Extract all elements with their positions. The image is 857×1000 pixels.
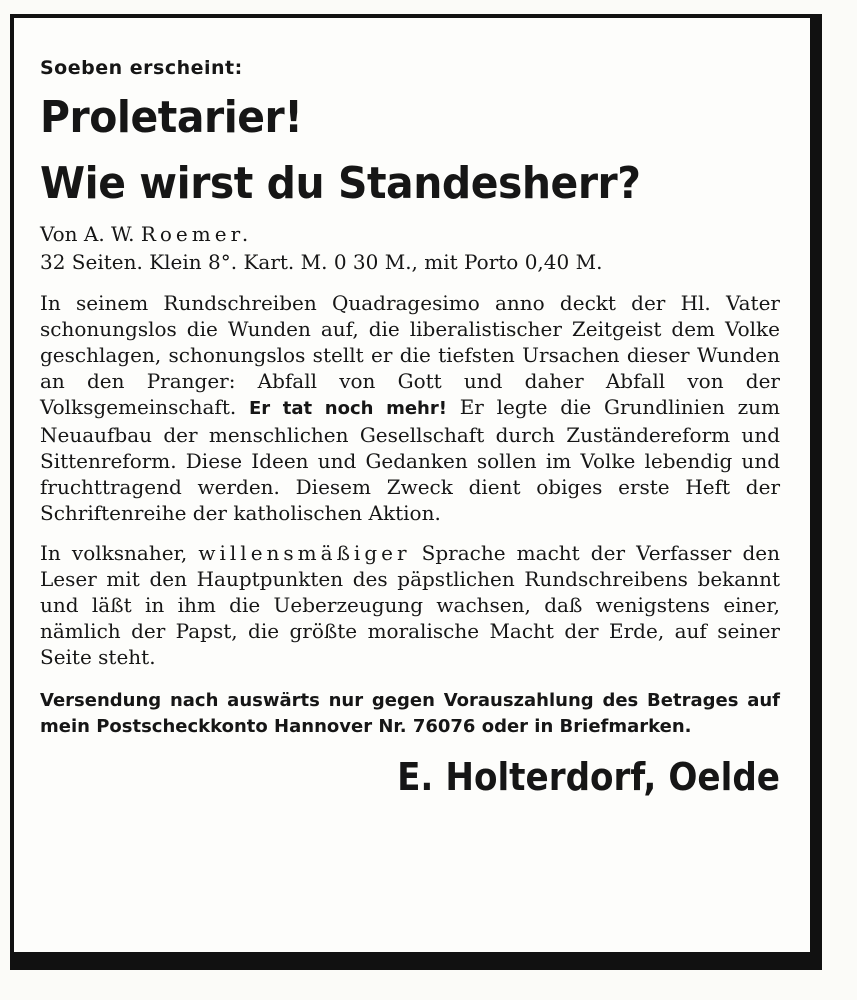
shipping-note: Versendung nach auswärts nur gegen Vorauszahlung des Betrages auf mein Postscheckkonto Hannover Nr. 76076 oder in Briefmarken. [40, 690, 780, 737]
description-paragraph-2 [40, 540, 780, 670]
publisher-signature: E. Holterdorf, Oelde [397, 755, 780, 799]
paragraph-1-emphasis: Er tat noch mehr! [248, 398, 447, 419]
headline-line-2: Wie wirst du Standesherr? [40, 158, 641, 209]
author-name: Roemer. [140, 222, 253, 246]
author-prefix: Von A. W. [40, 222, 135, 246]
headline-line-1: Proletarier! [40, 92, 303, 143]
author-byline [40, 220, 780, 248]
advertisement-content [40, 40, 780, 800]
paragraph-2-spaced-word: willensmäßiger [198, 541, 411, 565]
paragraph-1-text-a: In seinem Rundschreiben Quadragesimo anno deckt der Hl. Vater schonungslos die Wunden auf, die liberalistischer Zeitgeist dem Volke geschlagen, schonungslos stellt er die tiefsten Ursachen dieser Wunden an den Pranger: Abfall von Gott und daher Abfall von der Volksgemeinschaft. [40, 291, 780, 419]
paragraph-1-text-b: Er legte die Grundlinien zum Neuaufbau der menschlichen Gesellschaft durch Zuständereform und Sittenreform. Diese Ideen und Gedanken sollen im Volke lebendig und fruchttragend werden. Diesem Zweck dient obiges erste Heft der Schriftenreihe der katholischen Aktion. [40, 395, 780, 525]
publication-details: 32 Seiten. Klein 8°. Kart. M. 0 30 M., mit Porto 0,40 M. [40, 250, 603, 274]
paragraph-2-text-a: In volksnaher, [40, 541, 188, 565]
description-paragraph-1 [40, 290, 780, 526]
kicker-text: Soeben erscheint: [40, 57, 243, 79]
paragraph-2-text-b: Sprache macht der Verfasser den Leser mit den Hauptpunkten des päpstlichen Rundschreibens bekannt und läßt in ihm die Ueberzeugung wachsen, daß wenigstens einer, nämlich der Papst, die größte moralische Macht der Erde, auf seiner Seite steht. [40, 541, 781, 669]
